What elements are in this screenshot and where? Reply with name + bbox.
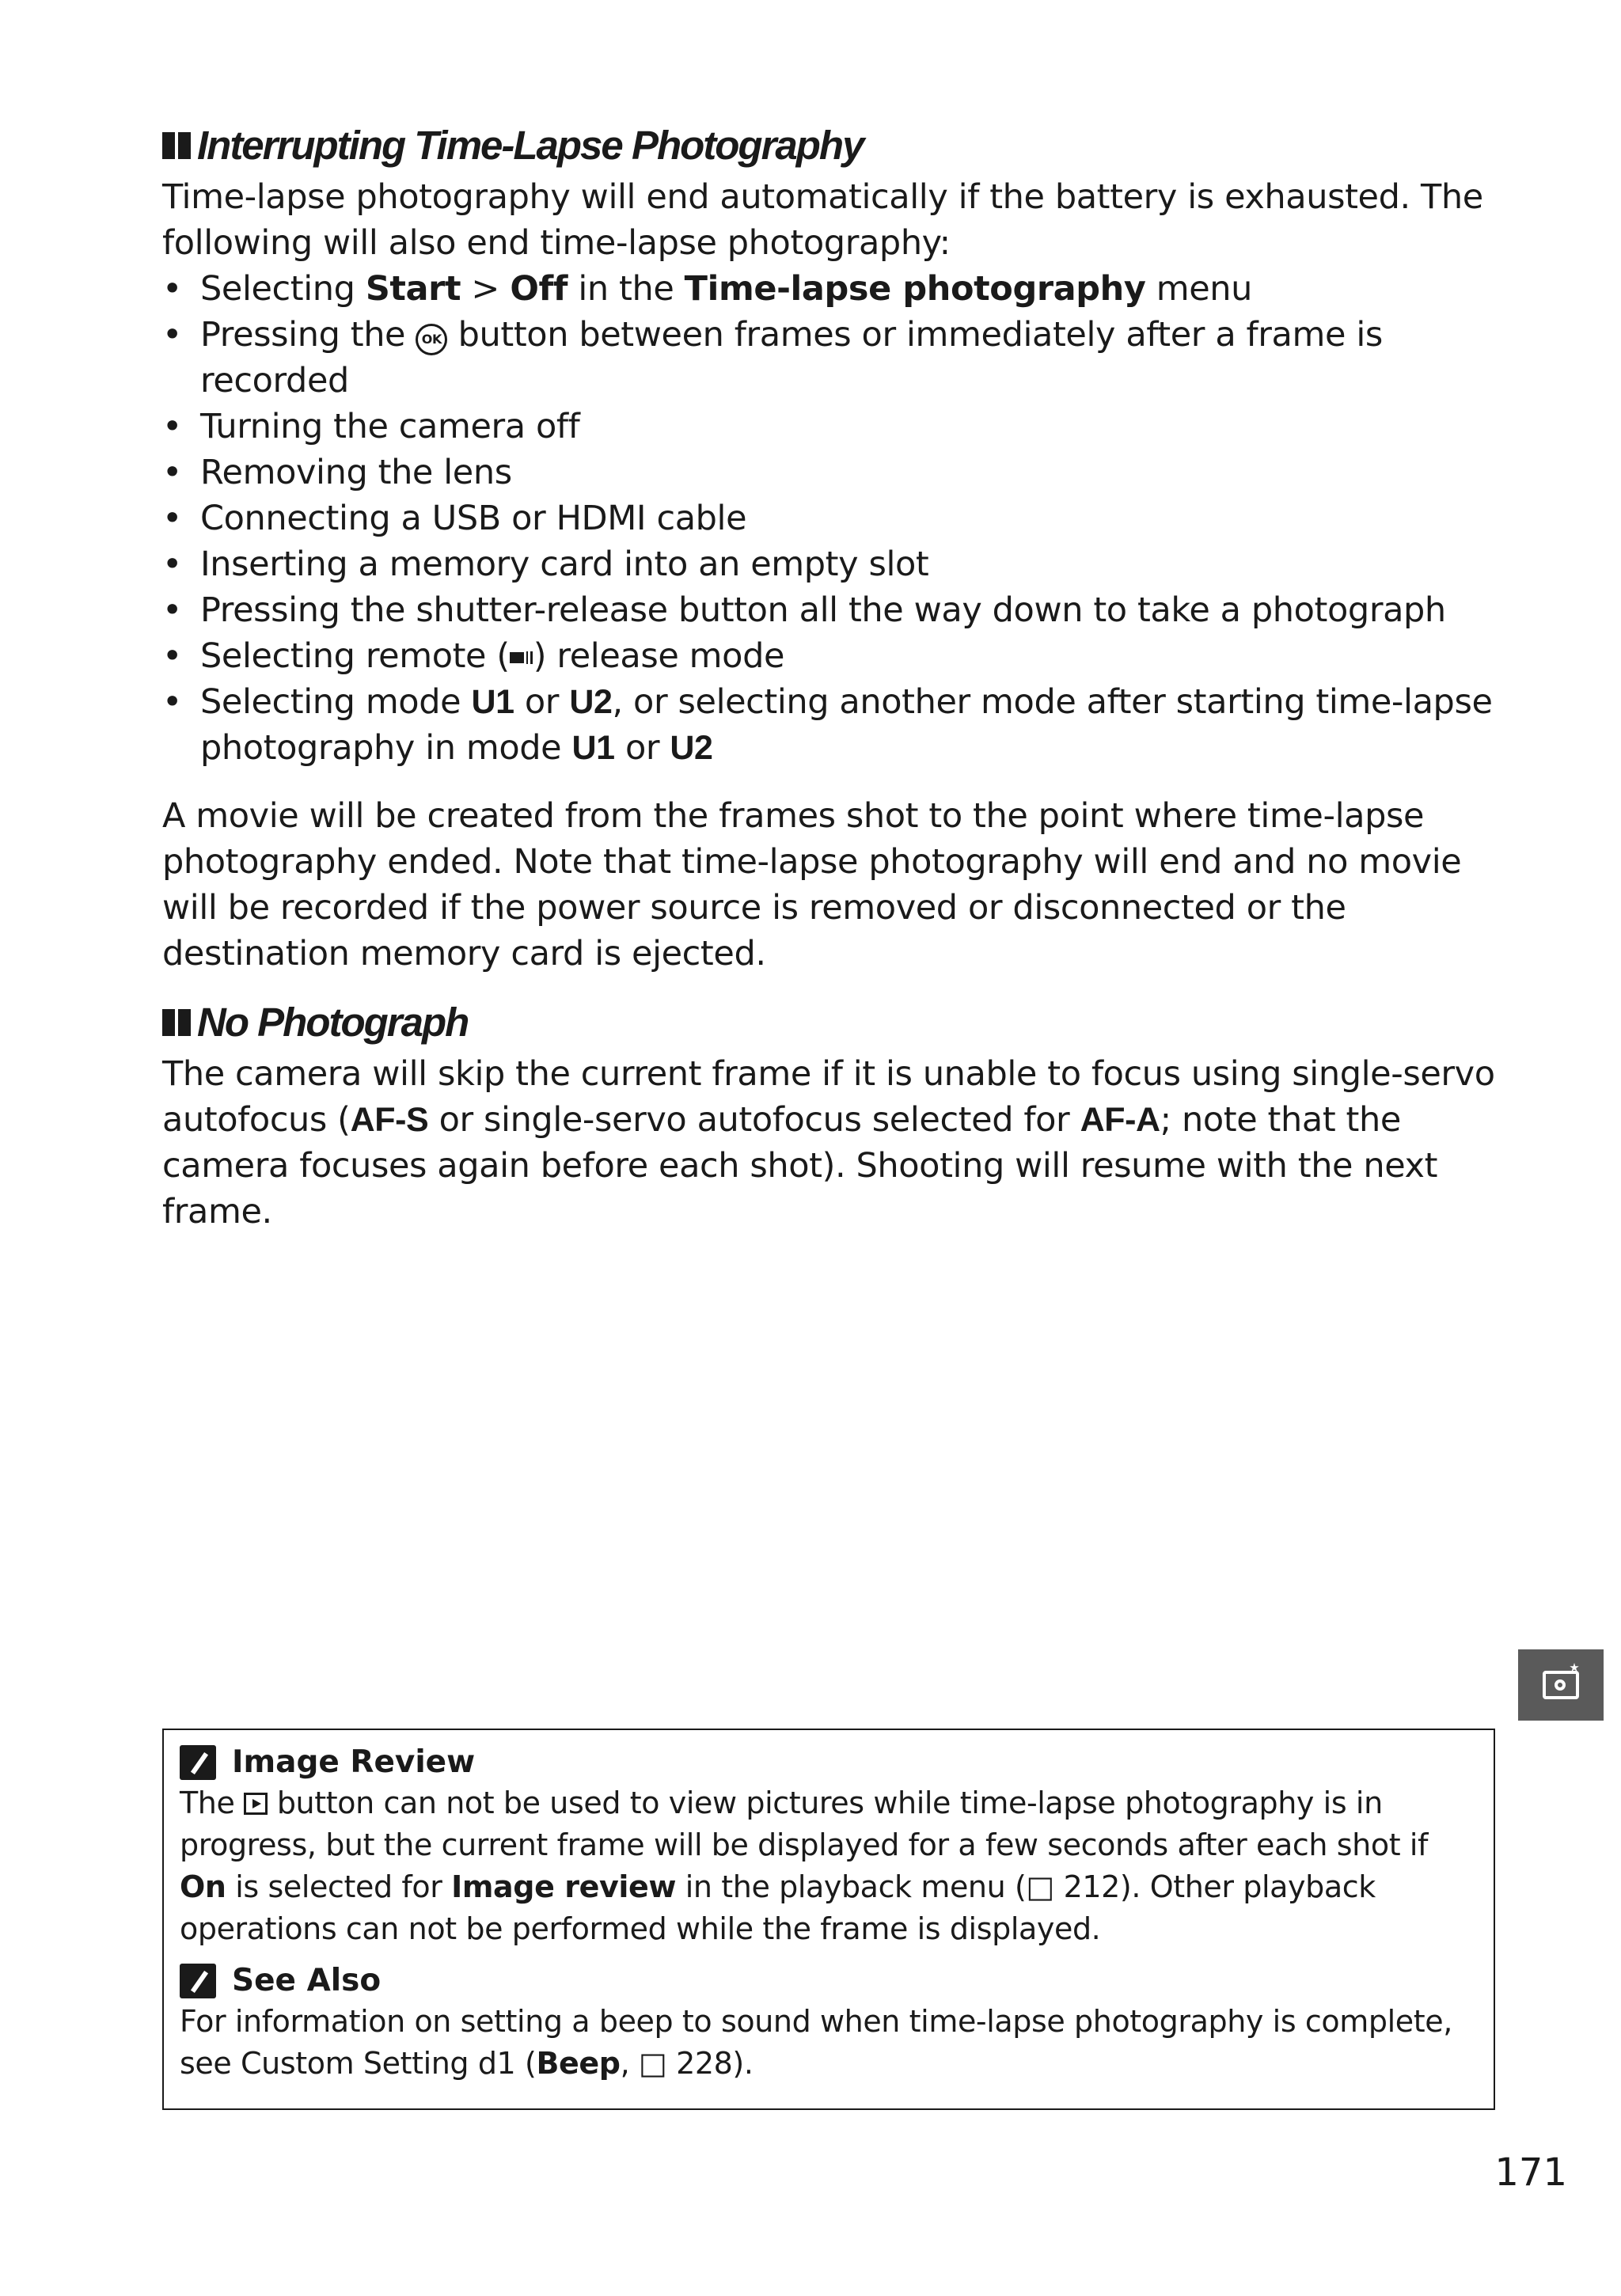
- closing-paragraph: A movie will be created from the frames shot to the point where time-lapse photography ended. Note that time-lapse photography will end and no movie will be recorded if the power source is removed or disconnected or the destination memory card is ejected.: [162, 796, 1462, 973]
- list-item: • Turning the camera off: [162, 404, 1508, 450]
- list-item: • Connecting a USB or HDMI cable: [162, 495, 1508, 541]
- pencil-icon: [180, 1745, 216, 1780]
- heading-text: No Photograph: [197, 1000, 469, 1045]
- page-reference: □ 212). Other playback operations can not be performed while the frame is displayed.: [180, 1869, 1376, 1946]
- note-body-see-also: For information on setting a beep to sound when time-lapse photography is complete, see Custom Setting d1 (Beep, □ 228).: [180, 2004, 1452, 2081]
- note-body-image-review: The button can not be used to view pictures while time-lapse photography is in progress, but the current frame will be displayed for a few seconds after each shot if On is selected for Image review in the playback menu (□ 212). Other playback operations can not be performed while the frame is displayed.: [180, 1786, 1429, 1946]
- page-reference: □ 228).: [638, 2046, 754, 2081]
- double-bar-icon: [162, 1009, 191, 1036]
- remote-release-icon: [510, 650, 533, 666]
- note-title-see-also: See Also: [180, 1961, 1478, 2001]
- list-item: • Selecting mode U1 or U2, or selecting another mode after starting time-lapse photography in mode U1 or U2: [162, 679, 1508, 771]
- page-number: 171: [1494, 2150, 1567, 2195]
- pencil-icon: [180, 1964, 216, 1998]
- interrupt-list: [162, 266, 1508, 771]
- shooting-menu-tab: [1518, 1649, 1604, 1721]
- list-item: • Removing the lens: [162, 450, 1508, 495]
- intro-paragraph: Time-lapse photography will end automatically if the battery is exhausted. The following will also end time-lapse photography:: [162, 177, 1483, 263]
- section-heading-no-photograph: [162, 994, 1508, 1051]
- note-title-image-review: Image Review: [180, 1743, 1478, 1782]
- page-content: [162, 117, 1508, 1235]
- list-item: • Pressing the OK button between frames or immediately after a frame is recorded: [162, 312, 1508, 404]
- list-item: • Pressing the shutter-release button all the way down to take a photograph: [162, 587, 1508, 633]
- list-item: • Selecting Start > Off in the Time-lapse photography menu: [162, 266, 1508, 312]
- double-bar-icon: [162, 132, 191, 159]
- list-item: • Selecting remote ( ) release mode: [162, 633, 1508, 679]
- ok-button-icon: OK: [416, 324, 447, 355]
- list-item: • Inserting a memory card into an empty slot: [162, 541, 1508, 587]
- section-heading-interrupting: [162, 117, 1508, 174]
- no-photograph-paragraph: The camera will skip the current frame if it is unable to focus using single-servo autofocus (AF-S or single-servo autofocus selected for AF-A; note that the camera focuses again before each shot). Shooting will resume with the next frame.: [162, 1054, 1495, 1231]
- heading-text: Interrupting Time-Lapse Photography: [197, 123, 864, 168]
- playback-button-icon: [244, 1793, 268, 1815]
- note-box: [162, 1729, 1495, 2110]
- camera-star-icon: [1543, 1671, 1579, 1699]
